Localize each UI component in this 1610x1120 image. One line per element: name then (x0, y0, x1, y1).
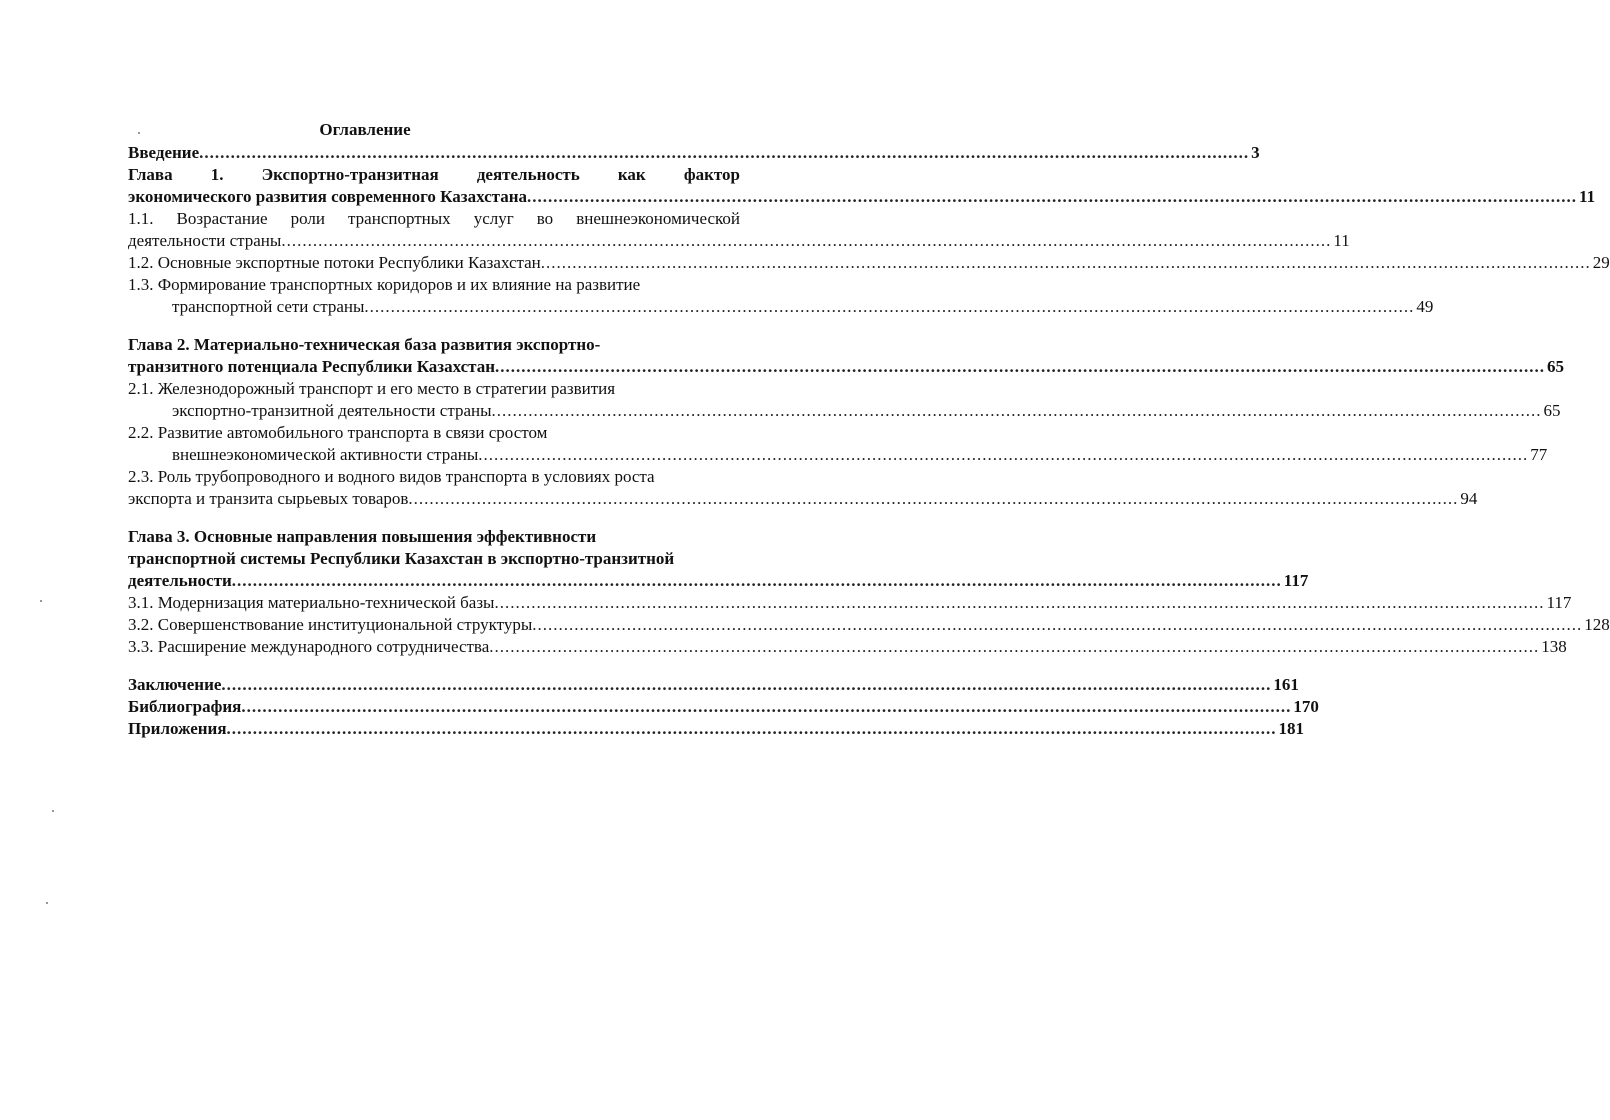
toc-entry (128, 356, 1565, 378)
entry-page: 128 (1584, 615, 1610, 634)
leader-dots (408, 488, 1458, 510)
leader-dots (492, 400, 1542, 422)
entry-label: Введение (128, 143, 200, 162)
entry-label: 3.3. Расширение международного сотрудничества (128, 637, 490, 656)
section-title: 2.1. Железнодорожный транспорт и его место в стратегии развития (128, 379, 616, 398)
toc-chapter-1 (128, 164, 1610, 318)
chapter-heading: транспортной системы Республики Казахстан в экспортно-транзитной (128, 549, 675, 568)
entry-label: деятельности (128, 571, 232, 590)
entry-page: 117 (1283, 571, 1309, 590)
leader-dots (541, 252, 1591, 274)
leader-dots (494, 592, 1544, 614)
leader-dots (527, 186, 1577, 208)
entry-label: Заключение (128, 675, 222, 694)
entry-label: 3.2. Совершенствование институциональной структуры (128, 615, 533, 634)
section-title: 2.3. Роль трубопроводного и водного видов транспорта в условиях роста (128, 467, 655, 486)
toc-entry (128, 142, 1260, 164)
toc-intro (128, 142, 1260, 164)
toc-chapter-2 (128, 334, 1565, 510)
scan-speck (40, 600, 42, 602)
entry-page: 161 (1273, 675, 1299, 694)
leader-dots (199, 142, 1249, 164)
leader-dots (364, 296, 1414, 318)
leader-dots (478, 444, 1528, 466)
section-title: 1.3. Формирование транспортных коридоров и их влияние на развитие (128, 275, 641, 294)
toc-entry (128, 186, 1596, 208)
chapter-heading: Глава 3. Основные направления повышения эффективности (128, 527, 597, 546)
entry-page: 29 (1592, 253, 1610, 272)
entry-label: экономического развития современного Казахстана (128, 187, 528, 206)
scan-speck (52, 810, 54, 812)
toc-entry (128, 696, 1319, 718)
toc-entry (128, 674, 1299, 696)
entry-label: транзитного потенциала Республики Казахстан (128, 357, 496, 376)
toc-entry (128, 296, 1434, 318)
toc-entry (128, 636, 1567, 658)
entry-page: 138 (1541, 637, 1567, 656)
entry-page: 94 (1460, 489, 1478, 508)
entry-page: 65 (1543, 401, 1561, 420)
entry-label: экспорта и транзита сырьевых товаров (128, 489, 409, 508)
entry-page: 77 (1530, 445, 1548, 464)
entry-label: транспортной сети страны (172, 297, 365, 316)
entry-label: 3.1. Модернизация материально-технической базы (128, 593, 495, 612)
toc-entry (128, 614, 1610, 636)
entry-page: 170 (1293, 697, 1319, 716)
entry-page: 49 (1416, 297, 1434, 316)
page-title: Оглавление (319, 120, 411, 139)
leader-dots (241, 696, 1291, 718)
leader-dots (489, 636, 1539, 658)
toc-entry (128, 444, 1548, 466)
leader-dots (221, 674, 1271, 696)
section-title: 1.1. Возрастание роли транспортных услуг во внешнеэкономической (128, 209, 740, 228)
toc-entry (128, 230, 1350, 252)
section-title: 2.2. Развитие автомобильного транспорта в связи сростом (128, 423, 548, 442)
entry-page: 181 (1278, 719, 1305, 738)
leader-dots (281, 230, 1331, 252)
toc-entry (128, 400, 1561, 422)
entry-page: 117 (1546, 593, 1572, 612)
entry-label: Приложения (128, 719, 227, 738)
toc-end-matter (128, 674, 1319, 740)
leader-dots (227, 718, 1277, 740)
scan-speck (46, 902, 48, 904)
toc-entry (128, 592, 1572, 614)
entry-label: Библиография (128, 697, 242, 716)
toc-entry (128, 488, 1478, 510)
chapter-heading: Глава 1. Экспортно-транзитная деятельность как фактор (128, 165, 740, 184)
leader-dots (532, 614, 1582, 636)
leader-dots (495, 356, 1545, 378)
entry-label: внешнеэкономической активности страны (172, 445, 479, 464)
entry-page: 65 (1547, 357, 1565, 376)
toc-entry (128, 252, 1610, 274)
scan-speck (138, 132, 140, 134)
chapter-heading: Глава 2. Материально-техническая база развития экспортно- (128, 335, 601, 354)
leader-dots (232, 570, 1282, 592)
entry-label: 1.2. Основные экспортные потоки Республики Казахстан (128, 253, 541, 272)
toc-chapter-3 (128, 526, 1610, 658)
entry-page: 3 (1251, 143, 1260, 162)
toc-entry (128, 718, 1305, 740)
entry-page: 11 (1579, 187, 1596, 206)
entry-label: деятельности страны (128, 231, 282, 250)
entry-page: 11 (1333, 231, 1350, 250)
entry-label: экспортно-транзитной деятельности страны (172, 401, 492, 420)
toc-entry (128, 570, 1309, 592)
